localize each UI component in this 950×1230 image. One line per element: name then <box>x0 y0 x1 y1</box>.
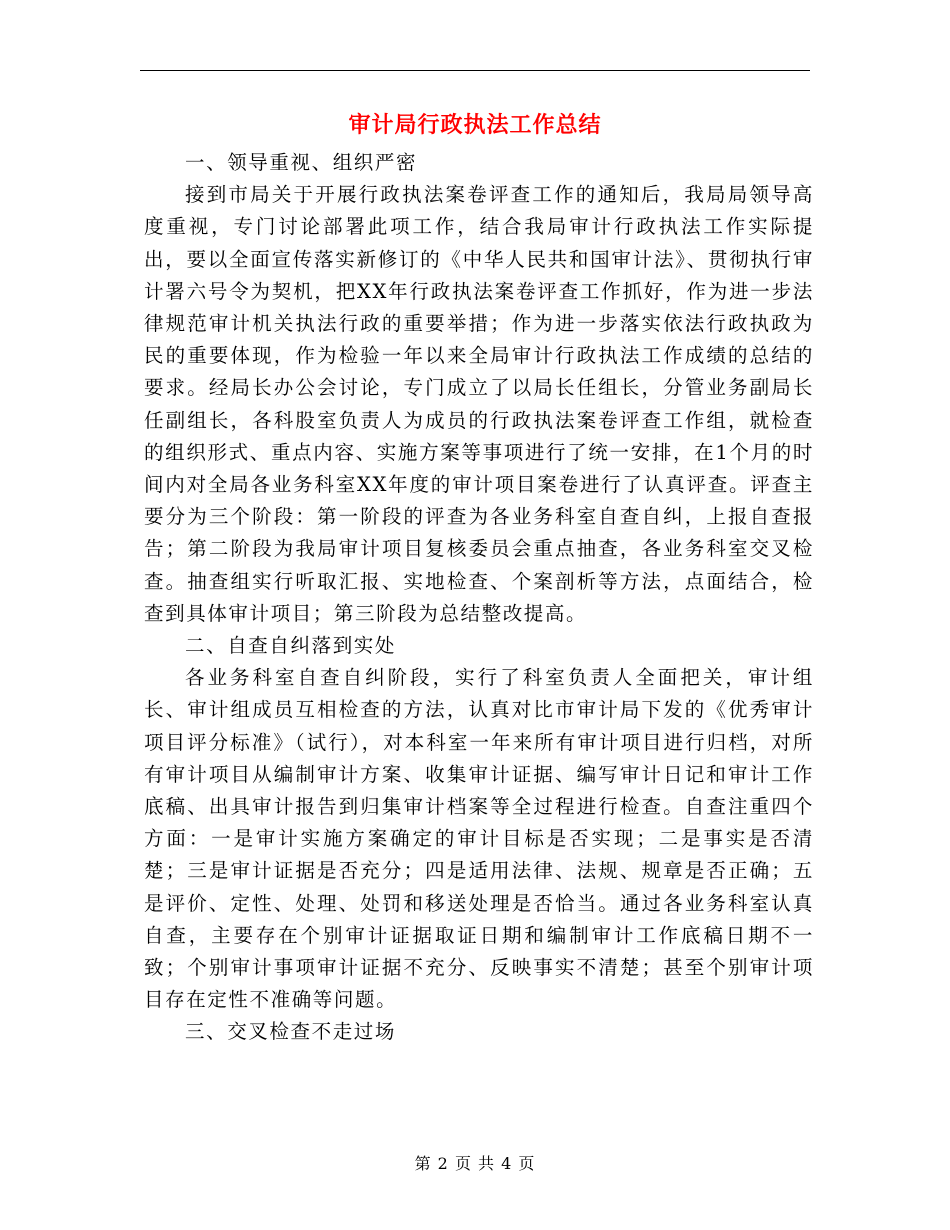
document-title: 审计局行政执法工作总结 <box>348 112 602 138</box>
section-heading-1: 一、领导重视、组织严密 <box>185 151 418 174</box>
document-body <box>144 147 814 1049</box>
section-paragraph-1: 接到市局关于开展行政执法案卷评查工作的通知后，我局局领导高度重视，专门讨论部署此项工作，结合我局审计行政执法工作实际提出，要以全面宣传落实新修订的《中华人民共和国审计法》、贯彻执行审计署六号令为契机，把XX年行政执法案卷评查工作抓好，作为进一步法律规范审计机关执法行政的重要举措；作为进一步落实依法行政执政为民的重要体现，作为检验一年以来全局审计行政执法工作成绩的总结的要求。经局长办公会讨论，专门成立了以局长任组长，分管业务副局长任副组长，各科股室负责人为成员的行政执法案卷评查工作组，就检查的组织形式、重点内容、实施方案等事项进行了统一安排，在1个月的时间内对全局各业务科室XX年度的审计项目案卷进行了认真评查。评查主要分为三个阶段：第一阶段的评查为各业务科室自查自纠，上报自查报告；第二阶段为我局审计项目复核委员会重点抽查，各业务科室交叉检查。抽查组实行听取汇报、实地检查、个案剖析等方法，点面结合，检查到具体审计项目；第三阶段为总结整改提高。 <box>144 183 814 625</box>
section-heading-2: 二、自查自纠落到实处 <box>185 634 397 658</box>
page-footer: 第 2 页 共 4 页 <box>414 1154 536 1173</box>
section-paragraph-2: 各业务科室自查自纠阶段，实行了科室负责人全面把关，审计组长、审计组成员互相检查的方法，认真对比市审计局下发的《优秀审计项目评分标准》（试行），对本科室一年来所有审计项目进行归档，对所有审计项目从编制审计方案、收集审计证据、编写审计日记和审计工作底稿、出具审计报告到归集审计档案等全过程进行检查。自查注重四个方面：一是审计实施方案确定的审计目标是否实现；二是事实是否清楚；三是审计证据是否充分；四是适用法律、法规、规章是否正确；五是评价、定性、处理、处罚和移送处理是否恰当。通过各业务科室认真自查，主要存在个别审计证据取证日期和编制审计工作底稿日期不一致；个别审计事项审计证据不充分、反映事实不清楚；甚至个别审计项目存在定性不准确等问题。 <box>144 666 814 1012</box>
section-heading-3: 三、交叉检查不走过场 <box>185 1020 397 1044</box>
header-rule <box>140 70 810 71</box>
